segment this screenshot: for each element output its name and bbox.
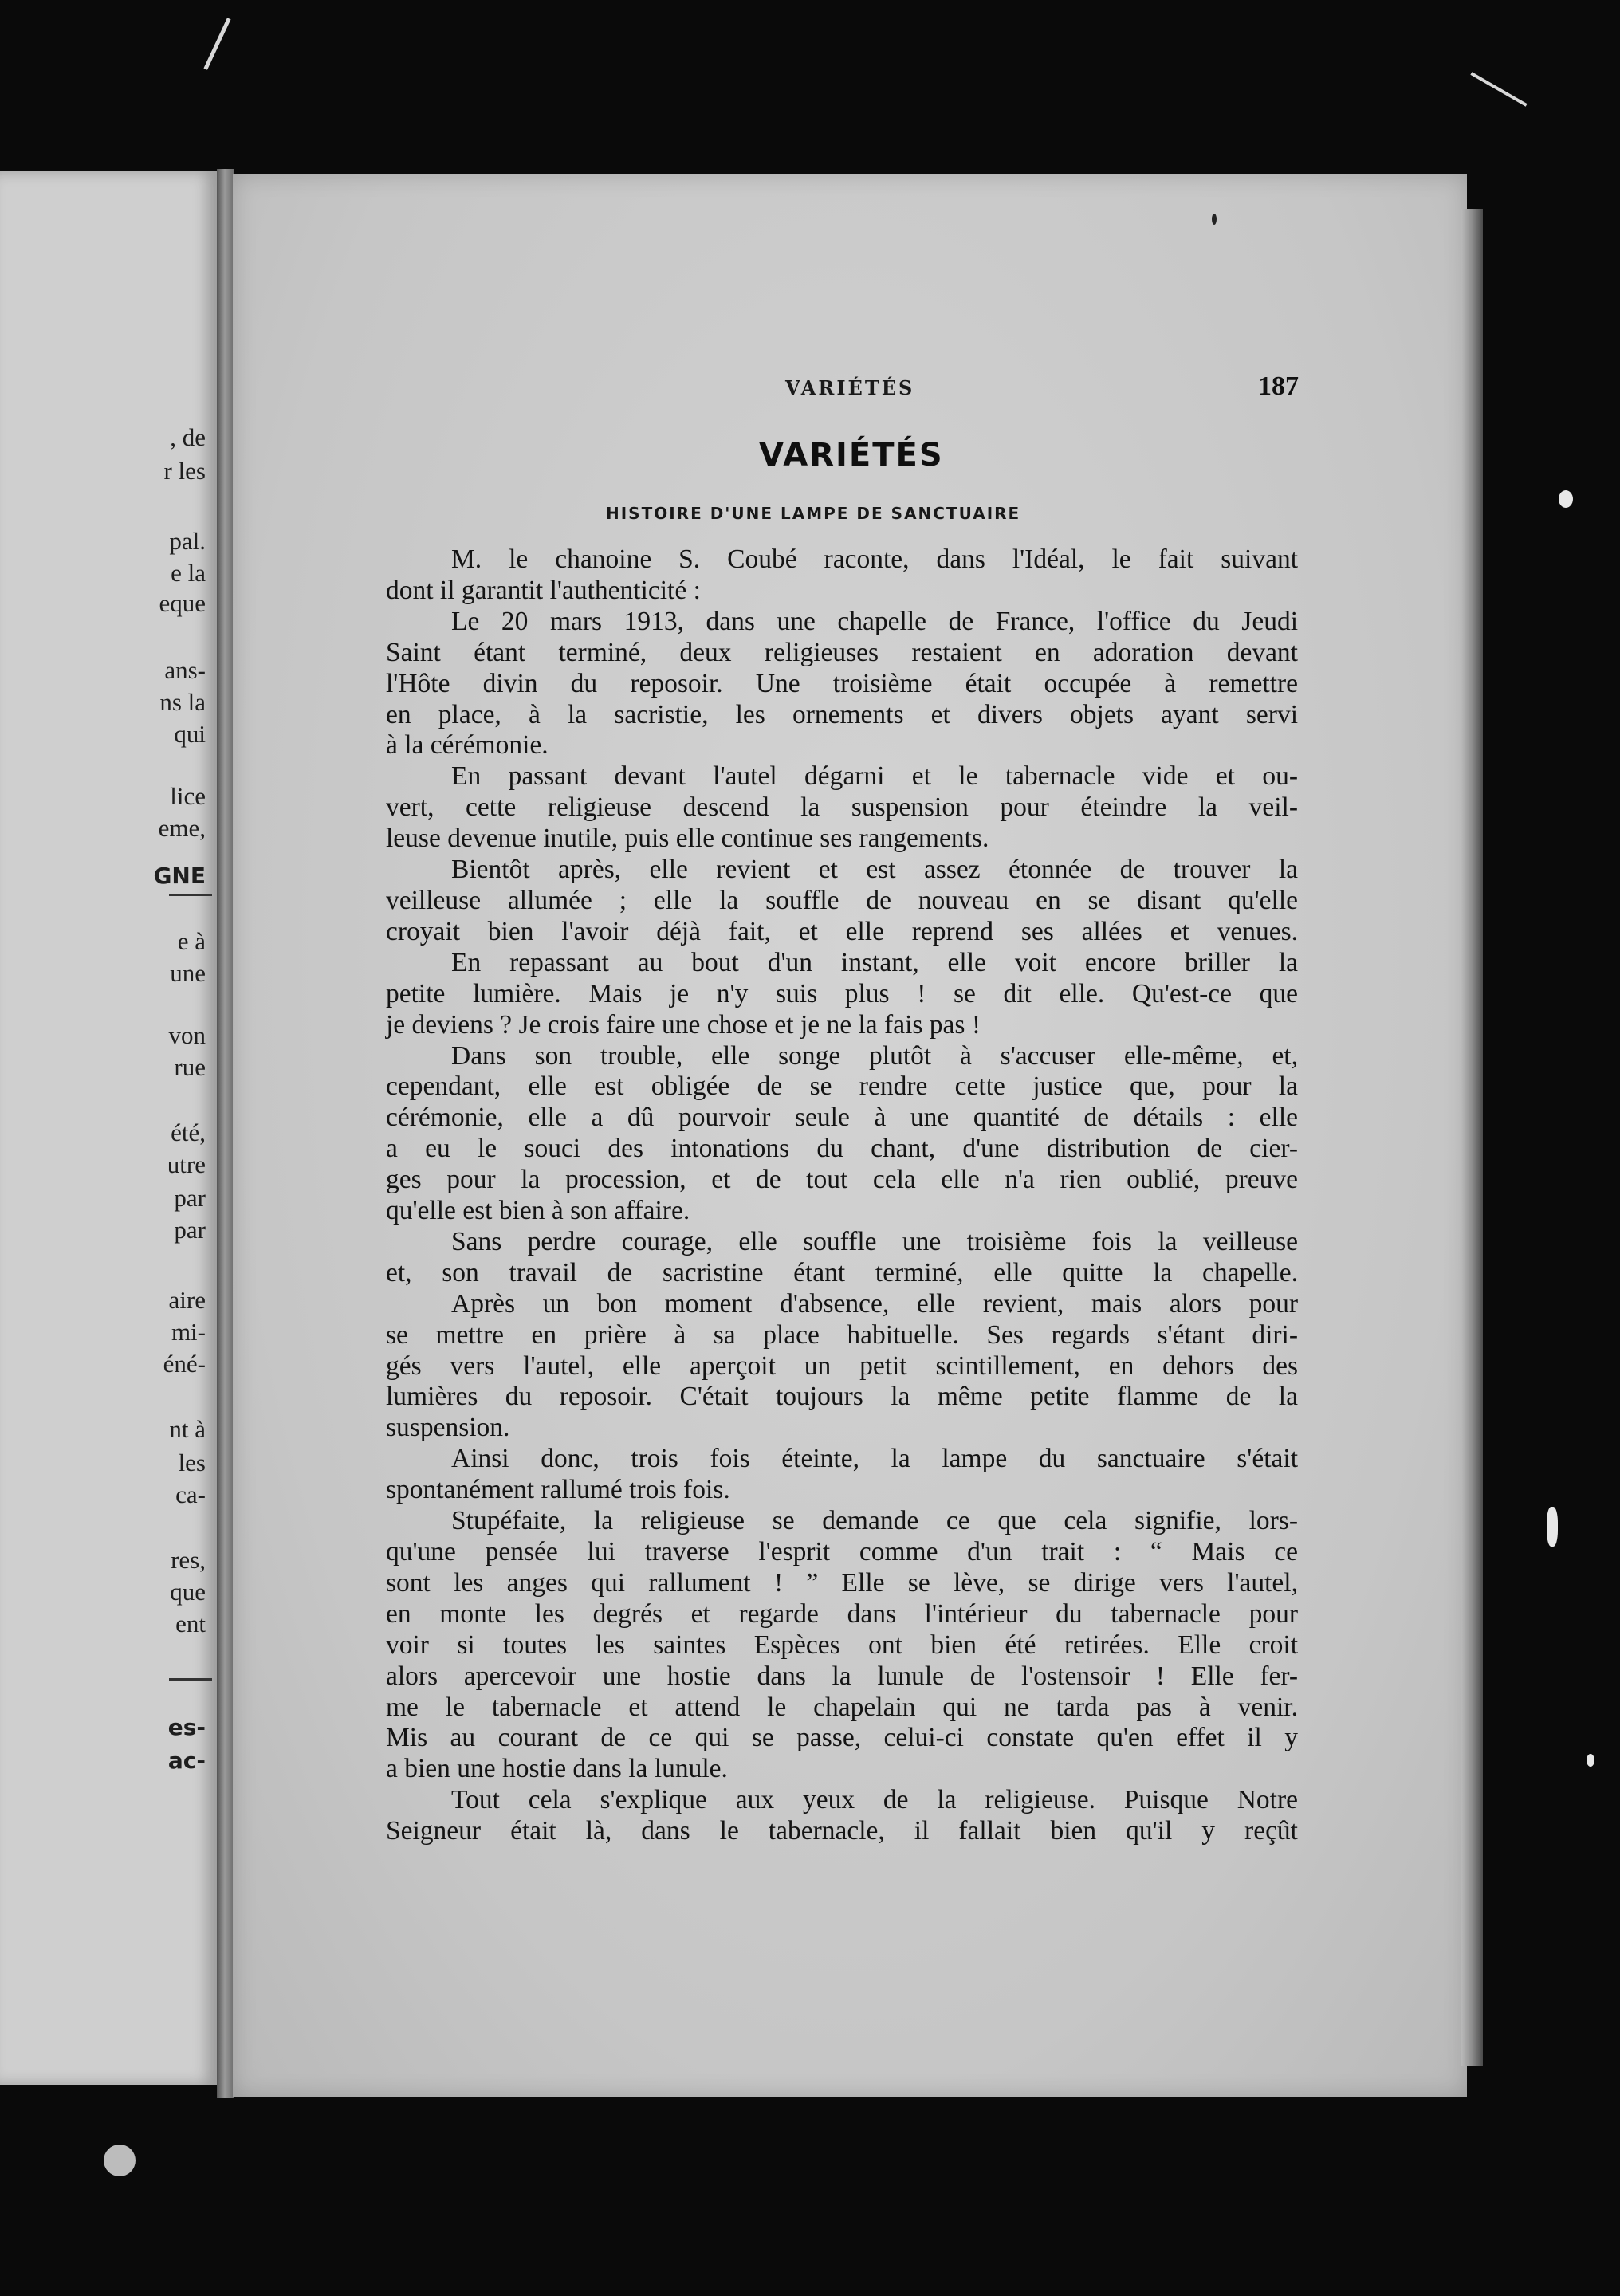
left-page-underline	[169, 894, 212, 896]
text-line: et, son travail de sacristine étant terminé, elle quitte la chapelle.	[386, 1257, 1298, 1288]
left-page-line: ent	[175, 1610, 206, 1637]
left-page-line: ans-	[164, 656, 206, 684]
left-page-line: r les	[163, 457, 206, 485]
text-line: a bien une hostie dans la lunule.	[386, 1754, 728, 1784]
left-page-line: les	[178, 1449, 206, 1476]
scan-scratch	[203, 18, 230, 70]
text-line: En repassant au bout d'un instant, elle voit encore briller la	[451, 947, 1298, 977]
page-edge-shadow	[1461, 209, 1483, 2066]
text-line: petite lumière. Mais je n'y suis plus ! se dit elle. Qu'est-ce que	[386, 978, 1298, 1008]
text-line: vert, cette religieuse descend la suspension pour éteindre la veil-	[386, 792, 1298, 823]
text-line: veilleuse allumée ; elle la souffle de nouveau en se disant qu'elle	[386, 885, 1298, 915]
left-page-line: par	[174, 1184, 206, 1212]
text-line: Tout cela s'explique aux yeux de la religieuse. Puisque Notre	[451, 1785, 1298, 1815]
left-page-line: eque	[159, 589, 206, 617]
text-line: cérémonie, elle a dû pourvoir seule à une quantité de détails : elle	[386, 1103, 1298, 1133]
text-line: voir si toutes les saintes Espèces ont bien été retirées. Elle croit	[386, 1630, 1298, 1660]
text-line: Après un bon moment d'absence, elle revient, mais alors pour	[451, 1288, 1298, 1319]
article-title: VARIÉTÉS	[759, 437, 944, 474]
running-head: VARIÉTÉS	[785, 376, 915, 399]
left-page-line: eme,	[158, 814, 206, 842]
text-line: Le 20 mars 1913, dans une chapelle de France, l'office du Jeudi	[451, 606, 1298, 636]
scan-dust	[104, 2145, 136, 2176]
left-page-fragment	[0, 171, 220, 2085]
text-line: Saint étant terminé, deux religieuses restaient en adoration devant	[386, 637, 1298, 667]
text-line: se mettre en prière à sa place habituelle. Ses regards s'étant diri-	[386, 1319, 1298, 1350]
scan-dust	[1559, 490, 1573, 508]
text-line: qu'une pensée lui traverse l'esprit comme d'un trait : “ Mais ce	[386, 1537, 1298, 1567]
text-line: je deviens ? Je crois faire une chose et je ne la fais pas !	[386, 1009, 981, 1040]
text-line: alors apercevoir une hostie dans la lunule de l'ostensoir ! Elle fer-	[386, 1661, 1298, 1691]
text-line: Ainsi donc, trois fois éteinte, la lampe du sanctuaire s'était	[451, 1444, 1298, 1474]
left-page-line: par	[174, 1216, 206, 1244]
left-page-line: aire	[168, 1286, 206, 1314]
text-line: à la cérémonie.	[386, 730, 549, 761]
left-page-line: lice	[170, 782, 206, 810]
left-page-line: rue	[174, 1053, 206, 1081]
text-line: en monte les degrés et regarde dans l'intérieur du tabernacle pour	[386, 1598, 1298, 1629]
left-page-heading: ac-	[167, 1748, 206, 1774]
left-page-heading: GNE	[153, 863, 206, 889]
scan-dust	[1212, 214, 1217, 225]
left-page-line: mi-	[171, 1318, 206, 1346]
article-subtitle: HISTOIRE D'UNE LAMPE DE SANCTUAIRE	[606, 504, 1021, 523]
text-line: leuse devenue inutile, puis elle continue ses rangements.	[386, 824, 989, 854]
text-line: cependant, elle est obligée de se rendre cette justice que, pour la	[386, 1071, 1298, 1102]
left-page-heading: es-	[167, 1714, 206, 1740]
left-page-line: que	[170, 1578, 206, 1606]
scan-dust	[1547, 1507, 1558, 1547]
left-page-line: été,	[171, 1119, 206, 1146]
book-gutter	[217, 169, 234, 2098]
text-line: dont il garantit l'authenticité :	[386, 575, 701, 605]
text-line: l'Hôte divin du reposoir. Une troisième était occupée à remettre	[386, 668, 1298, 698]
text-line: Sans perdre courage, elle souffle une troisième fois la veilleuse	[451, 1226, 1298, 1256]
text-line: a eu le souci des intonations du chant, d'une distribution de cier-	[386, 1134, 1298, 1164]
text-line: gés vers l'autel, elle aperçoit un petit scintillement, en dehors des	[386, 1350, 1298, 1381]
left-page-line: ca-	[175, 1480, 206, 1508]
left-page-line: qui	[174, 720, 206, 748]
page-number: 187	[1258, 372, 1299, 401]
text-line: lumières du reposoir. C'était toujours la même petite flamme de la	[386, 1382, 1298, 1412]
left-page-rule	[169, 1678, 212, 1681]
left-page-line: nt à	[169, 1415, 206, 1443]
text-line: Seigneur était là, dans le tabernacle, il fallait bien qu'il y reçût	[386, 1816, 1298, 1846]
text-line: spontanément rallumé trois fois.	[386, 1475, 730, 1505]
article-body	[386, 545, 1298, 1847]
left-page-line: ns la	[159, 688, 206, 716]
text-line: croyait bien l'avoir déjà fait, et elle reprend ses allées et venues.	[386, 916, 1298, 946]
left-page-line: von	[168, 1021, 206, 1049]
text-line: suspension.	[386, 1413, 510, 1443]
text-line: Mis au courant de ce qui se passe, celui-ci constate qu'en effet il y	[386, 1723, 1298, 1753]
text-line: Stupéfaite, la religieuse se demande ce que cela signifie, lors-	[451, 1506, 1298, 1536]
text-line: me le tabernacle et attend le chapelain qui ne tarda pas à venir.	[386, 1692, 1298, 1722]
scan-dust	[1587, 1754, 1594, 1767]
left-page-line: éné-	[163, 1350, 206, 1378]
text-line: ges pour la procession, et de tout cela elle n'a rien oublié, preuve	[386, 1165, 1298, 1195]
left-page-line: e la	[171, 559, 206, 587]
scan-scratch	[1470, 72, 1527, 106]
left-page-line: pal.	[169, 527, 206, 555]
text-line: M. le chanoine S. Coubé raconte, dans l'Idéal, le fait suivant	[451, 545, 1298, 574]
text-line: sont les anges qui rallument ! ” Elle se lève, se dirige vers l'autel,	[386, 1567, 1298, 1598]
left-page-line: e à	[177, 927, 206, 955]
text-line: qu'elle est bien à son affaire.	[386, 1196, 690, 1226]
text-line: En passant devant l'autel dégarni et le tabernacle vide et ou-	[451, 761, 1298, 792]
left-page-line: utre	[167, 1150, 206, 1178]
left-page-line: une	[170, 959, 206, 987]
text-line: Bientôt après, elle revient et est assez étonnée de trouver la	[451, 855, 1298, 885]
left-page-line: , de	[170, 423, 206, 451]
left-page-line: res,	[171, 1546, 206, 1574]
text-line: Dans son trouble, elle songe plutôt à s'accuser elle-même, et,	[451, 1040, 1298, 1071]
text-line: en place, à la sacristie, les ornements et divers objets ayant servi	[386, 699, 1298, 729]
